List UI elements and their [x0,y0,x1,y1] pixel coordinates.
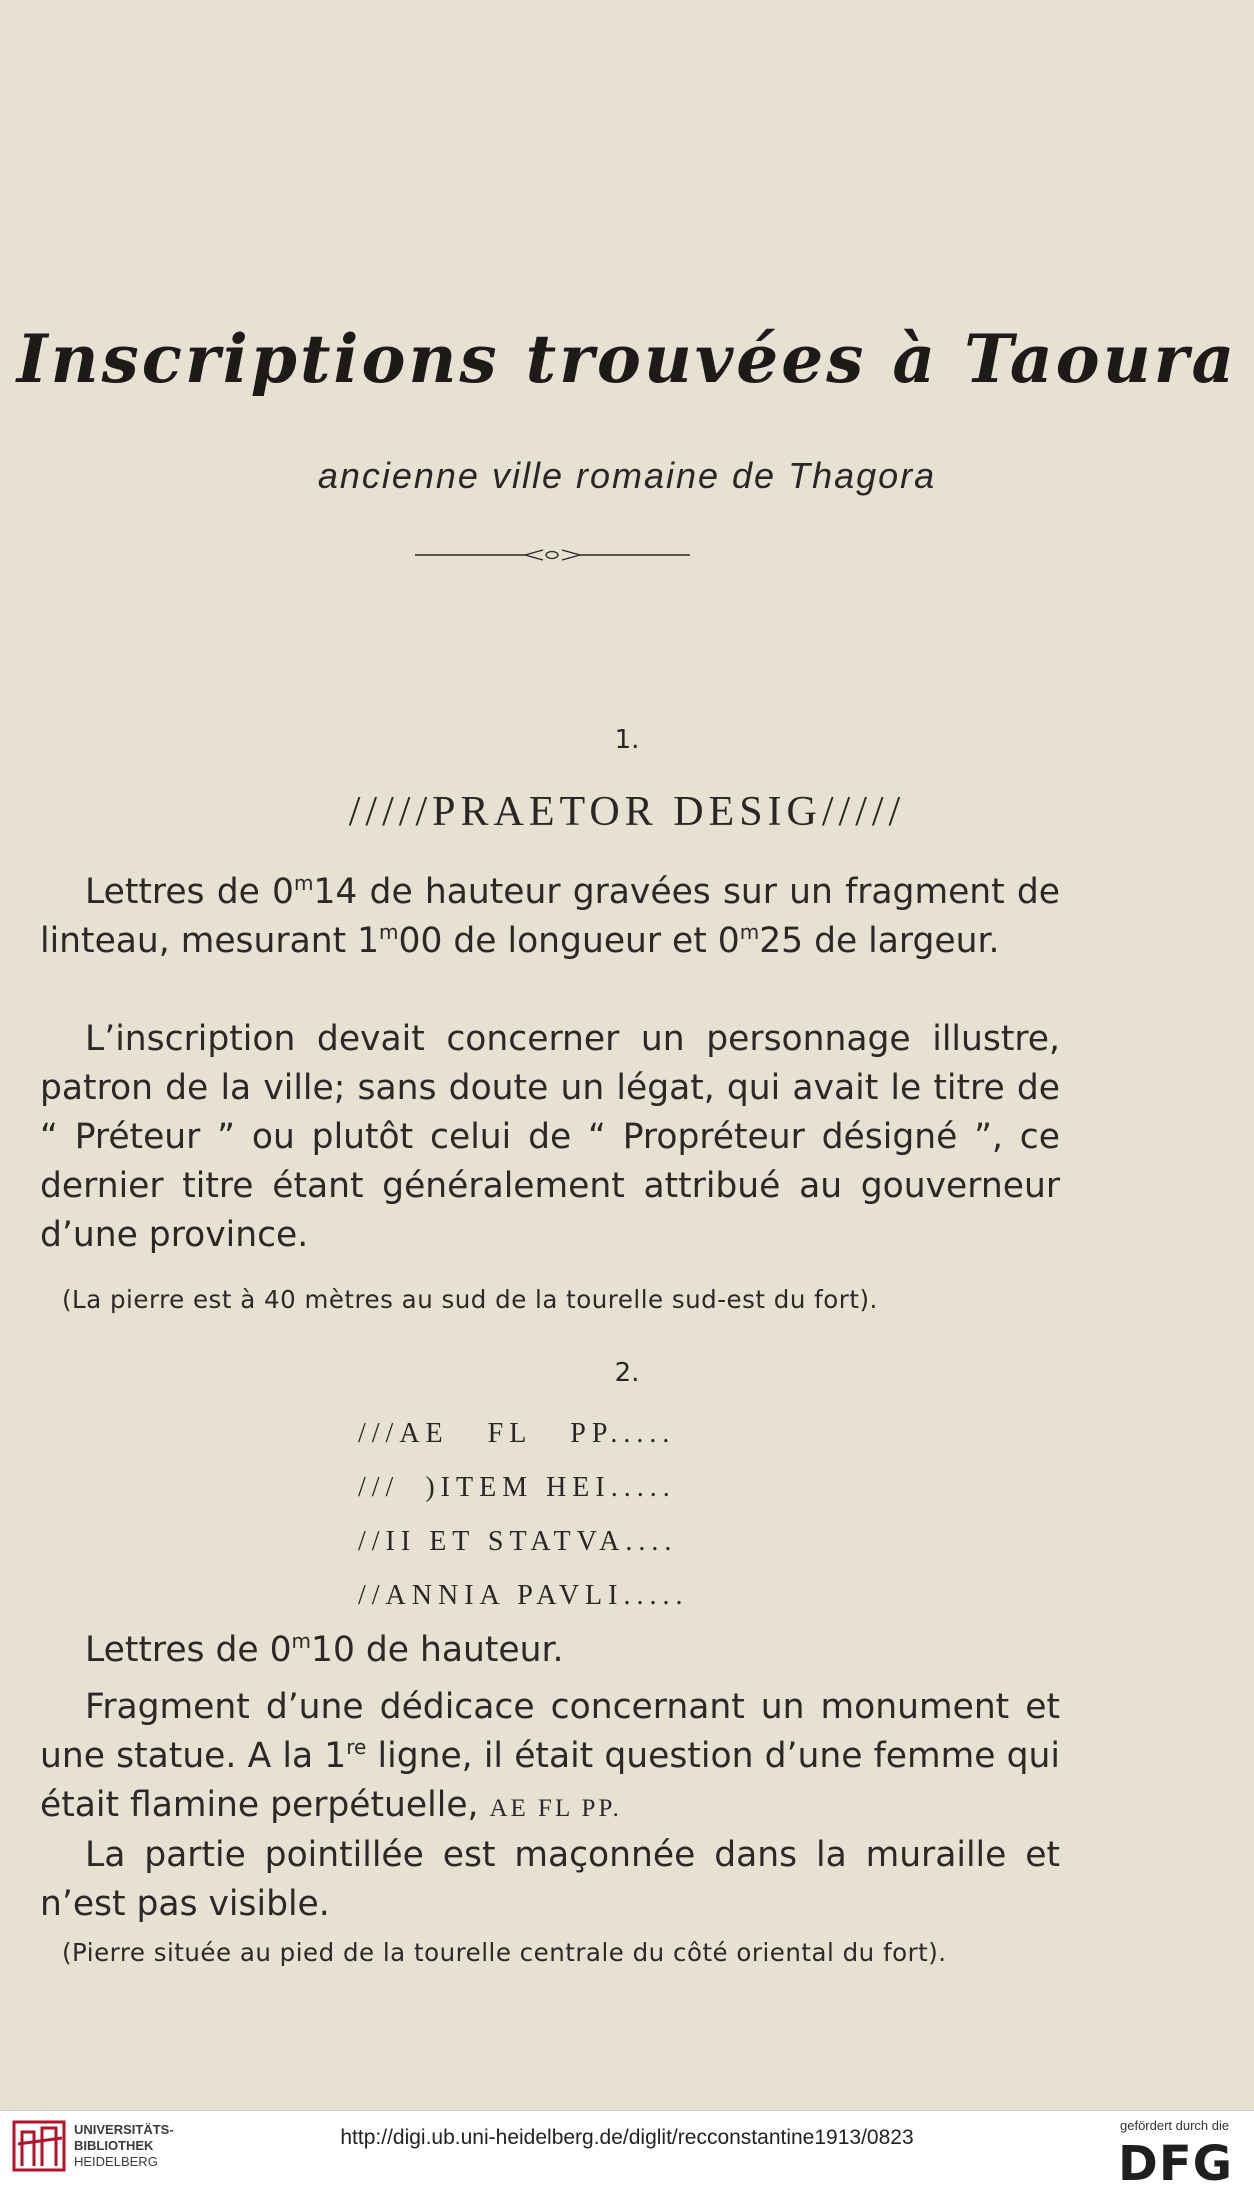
source-url-link[interactable]: http://digi.ub.uni-heidelberg.de/diglit/recconstantine1913/0823 [340,2126,914,2149]
section2-paragraph-1: Lettres de 0$^m$10 de hauteur. [85,1629,564,1670]
funder-caption: gefördert durch die [1120,2118,1230,2133]
section2-paragraph-2: Fragment d’une dédicace concernant un monument et une statue. A la 1re ligne, il était question d’une femme qui était flamine perpétuelle, AE FL PP. [40,1687,1060,1825]
section-number-1: 1. [614,725,640,755]
section1-note: (La pierre est à 40 mètres au sud de la tourelle sud-est du fort). [62,1285,878,1314]
inscription-2-line-4: //ANNIA PAVLI..... [358,1580,689,1611]
section1-paragraph-2: L’inscription devait concerner un personnage illustre, patron de la ville; sans doute un légat, qui avait le titre de “ Préteur ” ou plutôt celui de “ Propréteur désigné ”, ce dernier titre étant généralement attribué au gouverneur d’une province. [40,1019,1060,1255]
section2-note: (Pierre située au pied de la tourelle centrale du côté oriental du fort). [62,1938,947,1967]
page-title: Inscriptions trouvées à Taoura [16,320,1238,398]
inscription-2-line-1: ///AE FL PP..... [358,1418,676,1449]
inscription-2-line-2: /// )ITEM HEI..... [358,1472,676,1503]
section1-paragraph-1: Lettres de 0$^m$14 de hauteur gravées sur un fragment de linteau, mesurant 1$^m$00 de longueur et 0$^m$25 de largeur. [40,871,1060,961]
page-subtitle: ancienne ville romaine de Thagora [317,455,937,496]
dfg-logo: DFG [1118,2136,1234,2190]
inscription-1: /////PRAETOR DESIG///// [348,789,906,835]
inscription-2-line-3: //II ET STATVA.... [358,1526,678,1557]
footer-bar [0,2110,1254,2190]
university-library-name: UNIVERSITÄTS- BIBLIOTHEK HEIDELBERG [74,2122,174,2169]
section-number-2: 2. [614,1358,640,1388]
ornament-divider [415,545,690,565]
section2-paragraph-3: La partie pointillée est maçonnée dans la muraille et n’est pas visible. [40,1835,1060,1924]
